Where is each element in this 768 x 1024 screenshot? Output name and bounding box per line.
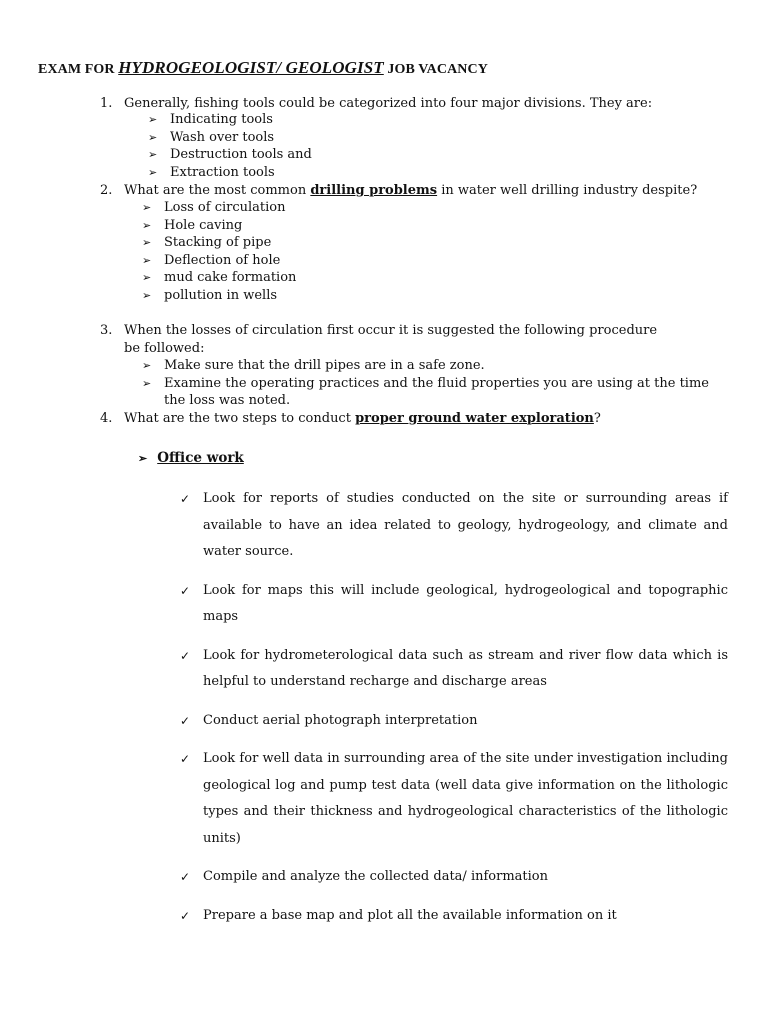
- arrow-bullet-icon: ➢: [142, 359, 152, 372]
- question-text: What are the two steps to conduct proper ground water exploration?: [124, 411, 601, 426]
- arrow-bullet-icon: ➢: [142, 271, 152, 284]
- question-2-list: [142, 199, 296, 304]
- question-number: 2.: [100, 183, 113, 198]
- check-icon: ✓: [180, 492, 191, 506]
- question-2: [100, 182, 740, 200]
- question-number: 4.: [100, 411, 113, 426]
- title-emphasis: HYDROGEOLOGIST/ GEOLOGIST: [118, 58, 384, 77]
- list-item: ➢ Wash over tools: [148, 129, 275, 145]
- arrow-bullet-icon: ➢: [142, 253, 152, 267]
- question-4: [100, 410, 740, 428]
- list-item: ➢ Indicating tools: [148, 112, 273, 127]
- question-emphasis: proper ground water exploration: [355, 411, 594, 426]
- arrow-bullet-icon: ➢: [148, 113, 158, 126]
- list-item: ➢ Loss of circulation: [142, 200, 286, 215]
- list-item: ➢ Extraction tools: [148, 164, 275, 180]
- question-number: 3.: [100, 323, 113, 338]
- page-title: [38, 58, 488, 78]
- list-item: ✓ Prepare a base map and plot all the available information on it: [180, 903, 728, 930]
- arrow-bullet-icon: ➢: [148, 165, 158, 179]
- office-work-heading: [138, 450, 244, 466]
- question-3: [100, 322, 672, 357]
- question-1-list: [148, 111, 312, 181]
- arrow-bullet-icon: ➢: [148, 148, 158, 161]
- list-item: ➢ Deflection of hole: [142, 252, 281, 268]
- arrow-bullet-icon: ➢: [142, 201, 152, 214]
- check-icon: ✓: [180, 870, 191, 884]
- title-suffix: JOB VACANCY: [383, 62, 488, 77]
- arrow-bullet-icon: ➢: [148, 130, 158, 144]
- list-item: ➢ Examine the operating practices and the fluid properties you are using at the time the loss was noted.: [142, 375, 709, 408]
- arrow-bullet-icon: ➢: [142, 376, 152, 390]
- list-item: ➢ pollution in wells: [142, 287, 278, 303]
- question-text: Generally, fishing tools could be categorized into four major divisions. They are:: [124, 96, 653, 111]
- arrow-bullet-icon: ➢: [142, 288, 152, 302]
- office-work-list: [180, 486, 728, 941]
- check-icon: ✓: [180, 648, 191, 663]
- list-item: ➢ Hole caving: [142, 217, 243, 233]
- question-1: [100, 95, 740, 113]
- list-item: ✓ Look for reports of studies conducted on the site or surrounding areas if available to have an idea related to geology, hydrogeology, and climate and water source.: [180, 486, 728, 566]
- question-text: What are the most common drilling problems in water well drilling industry despite?: [124, 183, 698, 198]
- question-text: When the losses of circulation first occur it is suggested the following procedure be followed:: [124, 323, 658, 356]
- list-item: ✓ Look for hydrometerological data such as stream and river flow data which is helpful to understand recharge and discharge areas: [180, 643, 728, 696]
- list-item: ✓ Conduct aerial photograph interpretation: [180, 708, 728, 735]
- check-icon: ✓: [180, 583, 191, 598]
- list-item: ➢ Stacking of pipe: [142, 235, 272, 250]
- list-item: ✓ Look for well data in surrounding area of the site under investigation including geological log and pump test data (well data give information on the lithologic types and their thickness and hydrogeological characteristics of the lithologic units): [180, 746, 728, 852]
- office-work-label: Office work: [157, 450, 244, 466]
- check-icon: ✓: [180, 713, 191, 728]
- list-item: ➢ Destruction tools and: [148, 147, 312, 162]
- list-item: ➢ mud cake formation: [142, 270, 297, 285]
- check-icon: ✓: [180, 908, 191, 923]
- list-item: ✓ Look for maps this will include geological, hydrogeological and topographic maps: [180, 578, 728, 631]
- arrow-bullet-icon: ➢: [138, 452, 148, 465]
- title-prefix: EXAM FOR: [38, 62, 119, 77]
- list-item: ✓ Compile and analyze the collected data/ information: [180, 864, 728, 891]
- list-item: ➢ Make sure that the drill pipes are in a safe zone.: [142, 358, 485, 373]
- arrow-bullet-icon: ➢: [142, 218, 152, 232]
- check-icon: ✓: [180, 752, 191, 766]
- question-3-list: [142, 357, 732, 410]
- arrow-bullet-icon: ➢: [142, 236, 152, 249]
- question-number: 1.: [100, 96, 113, 111]
- question-emphasis: drilling problems: [310, 183, 438, 198]
